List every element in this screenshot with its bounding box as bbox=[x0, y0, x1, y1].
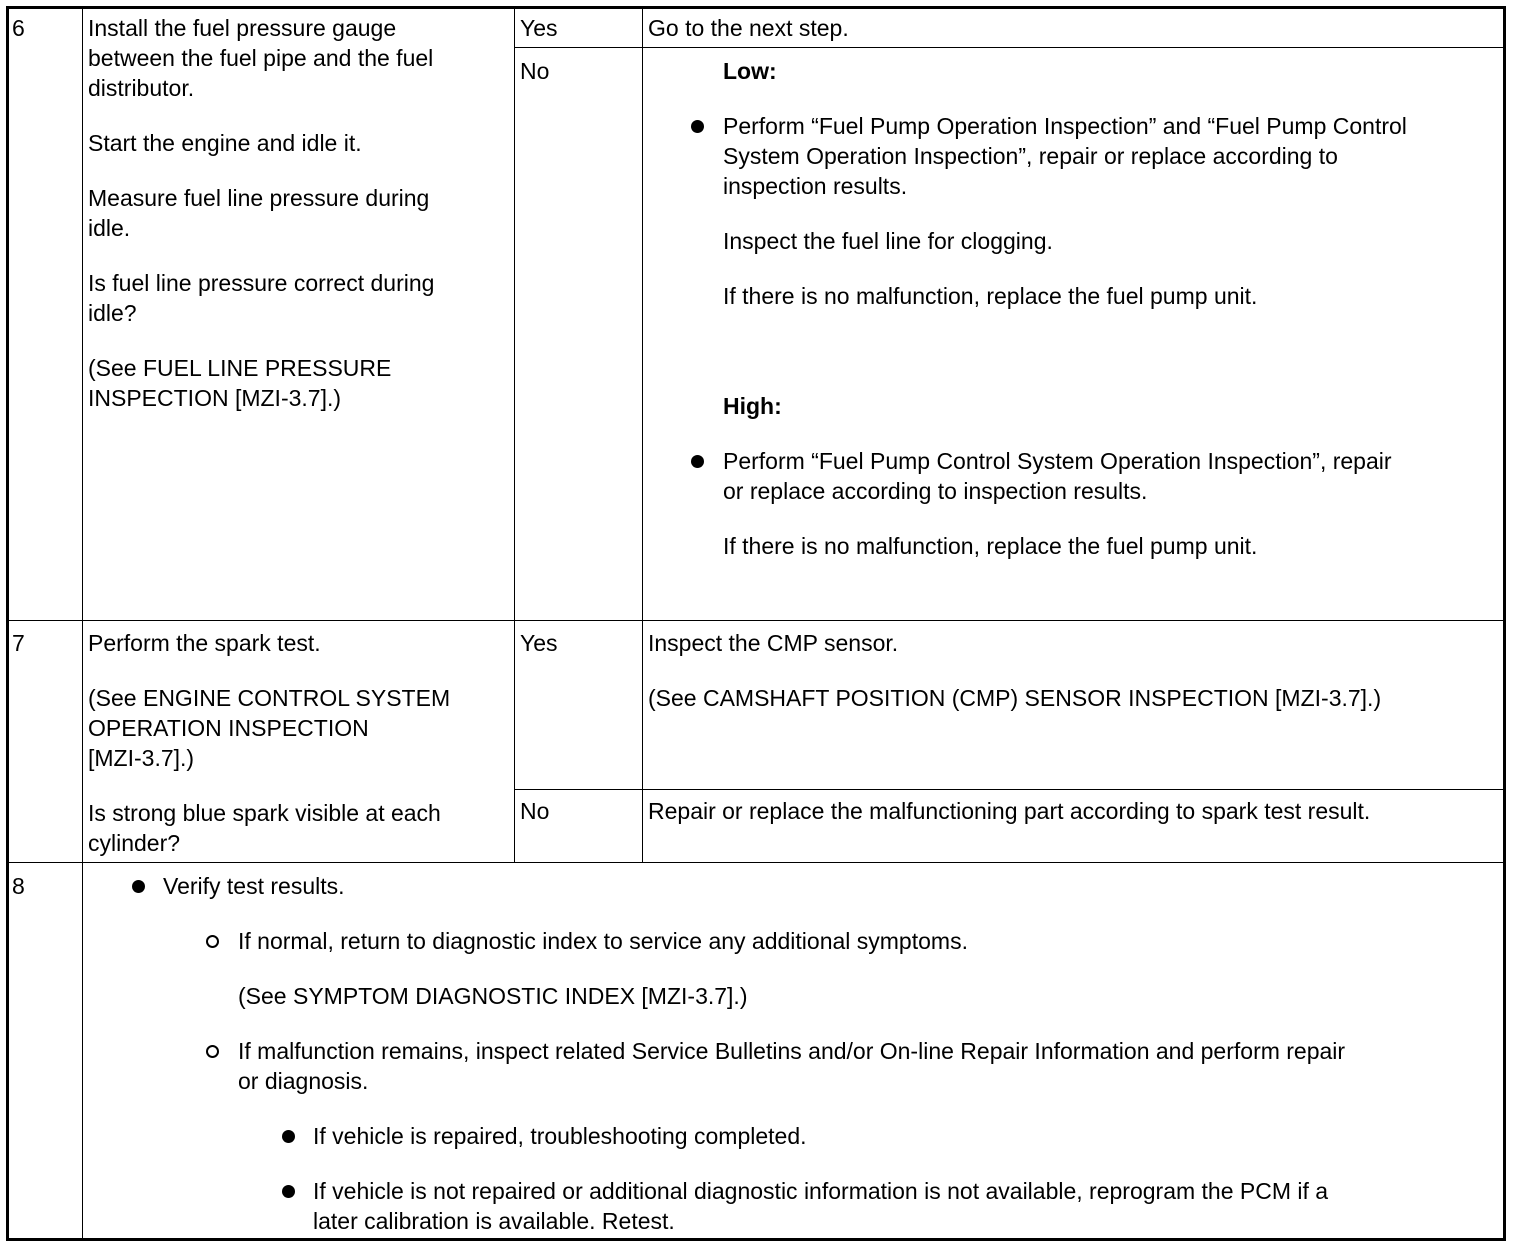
step-number: 7 bbox=[12, 630, 25, 656]
bullet-icon bbox=[282, 1185, 295, 1198]
row-6-bottom-rule bbox=[8, 620, 1505, 621]
yes-result: Go to the next step. bbox=[648, 15, 849, 41]
sub-bullet-icon bbox=[206, 935, 219, 948]
action-line: Install the fuel pressure gauge bbox=[88, 15, 397, 41]
action-line: idle? bbox=[88, 300, 137, 326]
low-replace-line: If there is no malfunction, replace the fuel pump unit. bbox=[723, 283, 1258, 309]
result-column-rule bbox=[642, 8, 643, 863]
low-bullet-line: System Operation Inspection”, repair or replace according to bbox=[723, 143, 1338, 169]
action-line: (See FUEL LINE PRESSURE bbox=[88, 355, 392, 381]
low-heading: Low: bbox=[723, 58, 777, 84]
step-number: 6 bbox=[12, 15, 25, 41]
high-replace-line: If there is no malfunction, replace the fuel pump unit. bbox=[723, 533, 1258, 559]
not-repaired-line: If vehicle is not repaired or additional diagnostic information is not available, reprogram the PCM if a bbox=[313, 1178, 1329, 1204]
normal-see-line: (See SYMPTOM DIAGNOSTIC INDEX [MZI-3.7].) bbox=[238, 983, 748, 1009]
normal-line: If normal, return to diagnostic index to service any additional symptoms. bbox=[238, 928, 968, 954]
yes-label: Yes bbox=[520, 630, 558, 656]
action-line: Is strong blue spark visible at each bbox=[88, 800, 441, 826]
low-inspect-line: Inspect the fuel line for clogging. bbox=[723, 228, 1053, 254]
repaired-line: If vehicle is repaired, troubleshooting completed. bbox=[313, 1123, 807, 1149]
action-line: Perform the spark test. bbox=[88, 630, 321, 656]
bullet-icon bbox=[282, 1130, 295, 1143]
low-bullet-line: Perform “Fuel Pump Operation Inspection” and “Fuel Pump Control bbox=[723, 113, 1407, 139]
bullet-icon bbox=[132, 880, 145, 893]
high-heading: High: bbox=[723, 393, 782, 419]
yes-result: (See CAMSHAFT POSITION (CMP) SENSOR INSPECTION [MZI-3.7].) bbox=[648, 685, 1382, 711]
action-line: idle. bbox=[88, 215, 131, 241]
sub-bullet-icon bbox=[206, 1045, 219, 1058]
yes-label: Yes bbox=[520, 15, 558, 41]
action-line: cylinder? bbox=[88, 830, 181, 856]
action-line: (See ENGINE CONTROL SYSTEM bbox=[88, 685, 451, 711]
bullet-icon bbox=[691, 120, 704, 133]
bullet-icon bbox=[691, 455, 704, 468]
row-7-bottom-rule bbox=[8, 862, 1505, 863]
remains-line: If malfunction remains, inspect related Service Bulletins and/or On-line Repair Information and perform repair bbox=[238, 1038, 1346, 1064]
high-bullet-line: Perform “Fuel Pump Control System Operation Inspection”, repair bbox=[723, 448, 1392, 474]
step-number: 8 bbox=[12, 873, 25, 899]
no-result: Repair or replace the malfunctioning part according to spark test result. bbox=[648, 798, 1371, 824]
action-line: Measure fuel line pressure during bbox=[88, 185, 430, 211]
step-column-rule bbox=[82, 8, 83, 1240]
not-repaired-line: later calibration is available. Retest. bbox=[313, 1208, 675, 1234]
low-bullet-line: inspection results. bbox=[723, 173, 908, 199]
no-label: No bbox=[520, 798, 550, 824]
high-bullet-line: or replace according to inspection results. bbox=[723, 478, 1148, 504]
action-line: INSPECTION [MZI-3.7].) bbox=[88, 385, 342, 411]
answer-column-rule bbox=[514, 8, 515, 863]
action-line: [MZI-3.7].) bbox=[88, 745, 195, 771]
row-7-yes-rule bbox=[514, 789, 1505, 790]
verify-line: Verify test results. bbox=[163, 873, 345, 899]
remains-line: or diagnosis. bbox=[238, 1068, 369, 1094]
no-label: No bbox=[520, 58, 550, 84]
action-line: between the fuel pipe and the fuel bbox=[88, 45, 434, 71]
action-line: Start the engine and idle it. bbox=[88, 130, 362, 156]
action-line: distributor. bbox=[88, 75, 195, 101]
action-line: Is fuel line pressure correct during bbox=[88, 270, 435, 296]
action-line: OPERATION INSPECTION bbox=[88, 715, 369, 741]
yes-result: Inspect the CMP sensor. bbox=[648, 630, 899, 656]
row-6-yes-rule bbox=[514, 47, 1505, 48]
